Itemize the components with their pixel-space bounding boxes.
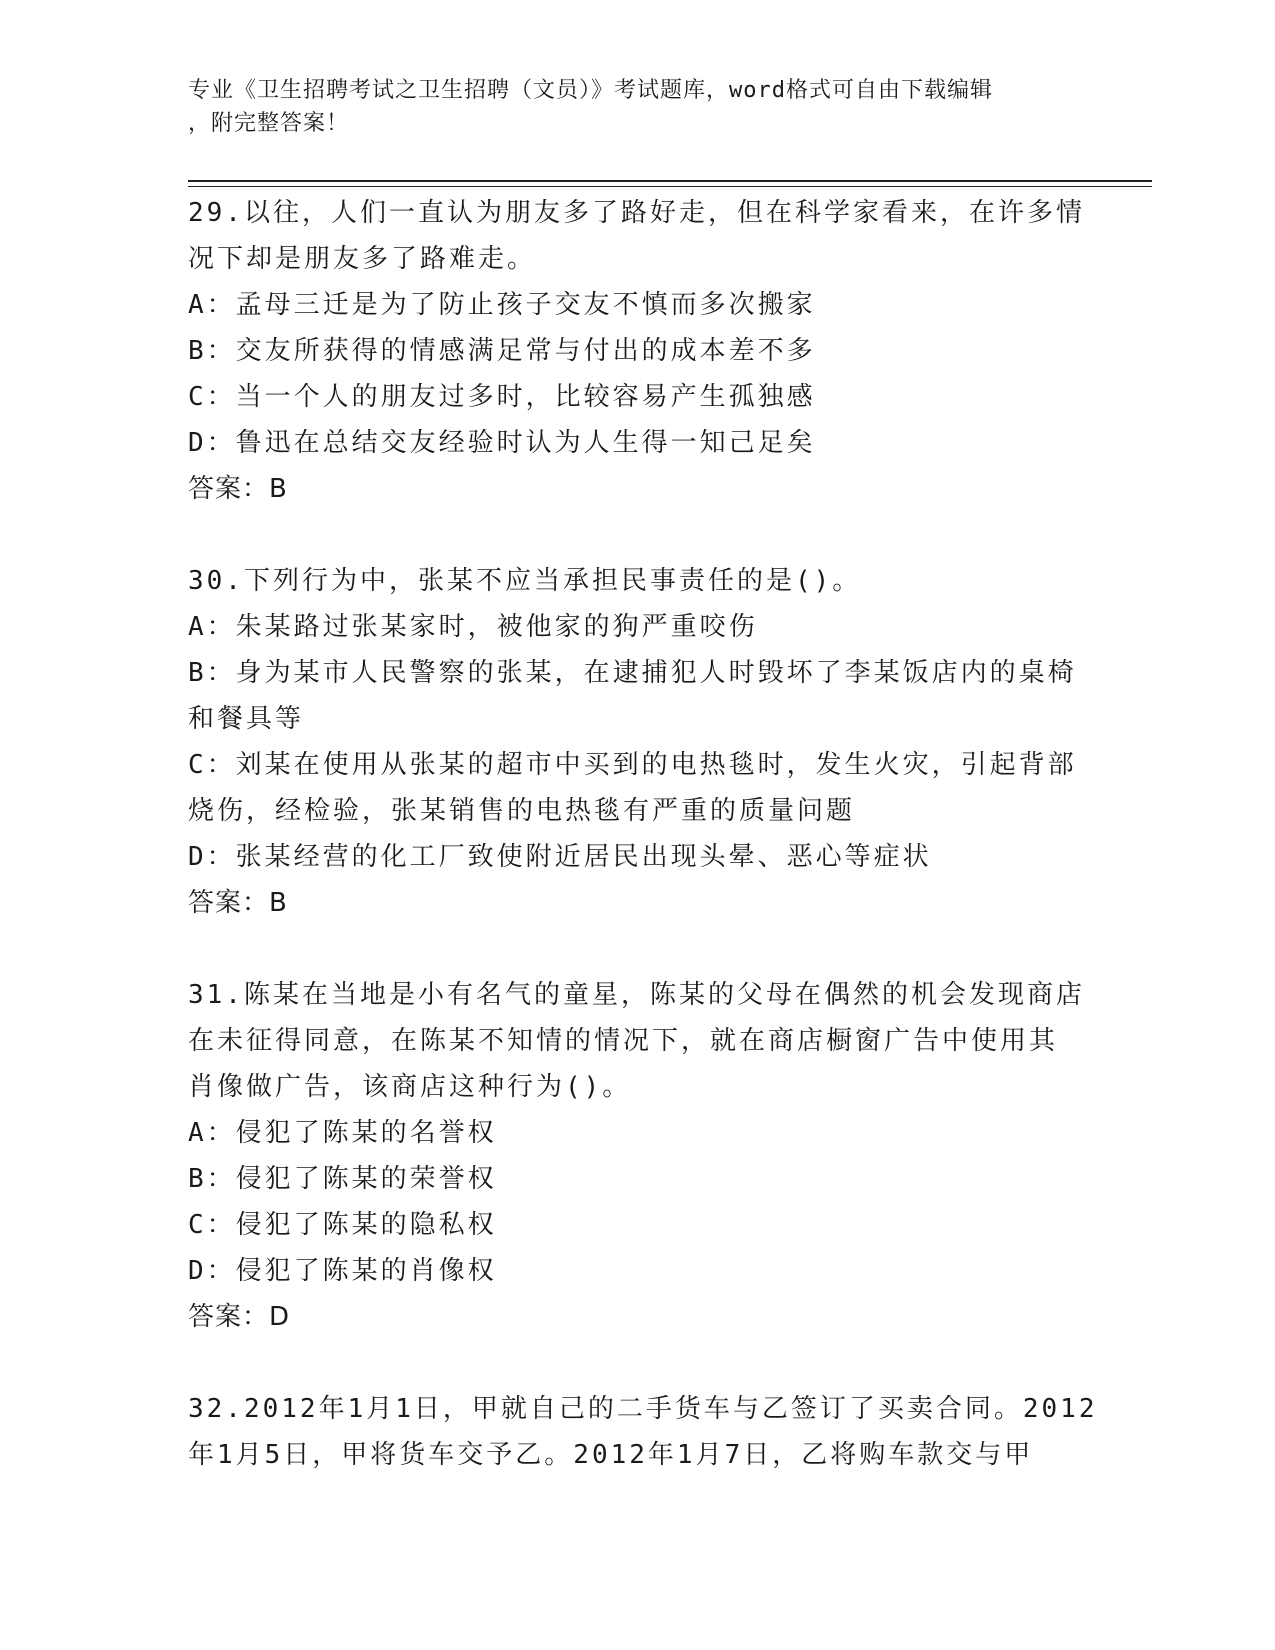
option-c: C：侵犯了陈某的隐私权 bbox=[188, 1210, 497, 1240]
option-a: A：侵犯了陈某的名誉权 bbox=[188, 1118, 497, 1148]
option-c: C：当一个人的朋友过多时，比较容易产生孤独感 bbox=[188, 382, 816, 412]
question-stem-line: 30.下列行为中，张某不应当承担民事责任的是()。 bbox=[188, 566, 862, 596]
option-b: B：侵犯了陈某的荣誉权 bbox=[188, 1164, 497, 1194]
question-stem-line: 31.陈某在当地是小有名气的童星，陈某的父母在偶然的机会发现商店 bbox=[188, 980, 1085, 1010]
question-stem-line: 况下却是朋友多了路难走。 bbox=[188, 244, 537, 274]
question-block bbox=[188, 190, 1088, 512]
question-spacer bbox=[188, 512, 1088, 558]
option-a: A：朱某路过张某家时，被他家的狗严重咬伤 bbox=[188, 612, 758, 642]
option-b: B：交友所获得的情感满足常与付出的成本差不多 bbox=[188, 336, 816, 366]
option-c-continued: 烧伤，经检验，张某销售的电热毯有严重的质量问题 bbox=[188, 796, 856, 826]
question-block bbox=[188, 558, 1088, 926]
answer-line: 答案：B bbox=[188, 474, 288, 504]
answer-line: 答案：B bbox=[188, 888, 288, 918]
question-spacer bbox=[188, 1340, 1088, 1386]
option-c: C：刘某在使用从张某的超市中买到的电热毯时，发生火灾，引起背部 bbox=[188, 750, 1077, 780]
question-stem-line: 在未征得同意，在陈某不知情的情况下，就在商店橱窗广告中使用其 bbox=[188, 1026, 1059, 1056]
option-b: B：身为某市人民警察的张某，在逮捕犯人时毁坏了李某饭店内的桌椅 bbox=[188, 658, 1077, 688]
option-a: A：孟母三迁是为了防止孩子交友不慎而多次搬家 bbox=[188, 290, 816, 320]
question-list bbox=[188, 190, 1098, 1478]
question-stem-line: 29.以往，人们一直认为朋友多了路好走，但在科学家看来，在许多情 bbox=[188, 198, 1085, 228]
question-spacer bbox=[188, 926, 1088, 972]
question-stem-line: 年1月5日，甲将货车交予乙。2012年1月7日，乙将购车款交与甲 bbox=[188, 1440, 1034, 1470]
header-line-2: ，附完整答案！ bbox=[188, 111, 350, 136]
question-stem-line: 32.2012年1月1日，甲就自己的二手货车与乙签订了买卖合同。2012 bbox=[188, 1394, 1098, 1424]
document-header bbox=[188, 74, 1068, 140]
question-block bbox=[188, 972, 1088, 1340]
question-stem-line: 肖像做广告，该商店这种行为()。 bbox=[188, 1072, 632, 1102]
option-b-continued: 和餐具等 bbox=[188, 704, 305, 734]
option-d: D：侵犯了陈某的肖像权 bbox=[188, 1256, 497, 1286]
option-d: D：鲁迅在总结交友经验时认为人生得一知己足矣 bbox=[188, 428, 816, 458]
header-divider-thin bbox=[188, 186, 1152, 187]
question-block bbox=[188, 1386, 1098, 1478]
header-divider-thick bbox=[188, 180, 1152, 182]
answer-line: 答案：D bbox=[188, 1302, 291, 1332]
header-line-1: 专业《卫生招聘考试之卫生招聘（文员）》考试题库，word格式可自由下载编辑 bbox=[188, 78, 993, 103]
option-d: D：张某经营的化工厂致使附近居民出现头晕、恶心等症状 bbox=[188, 842, 932, 872]
